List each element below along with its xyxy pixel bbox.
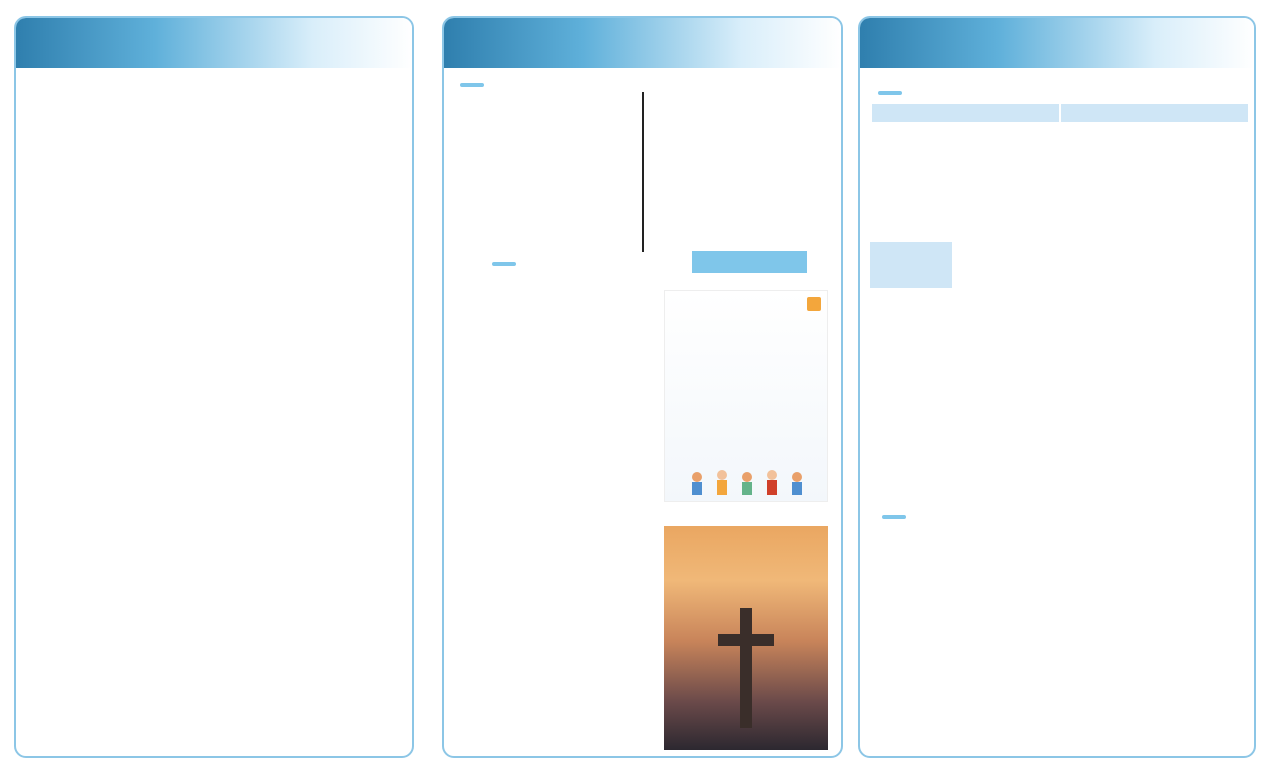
fri-header <box>871 103 1060 123</box>
duty-pill <box>878 80 902 99</box>
hot-news-label <box>692 251 807 273</box>
duty-table <box>870 102 1250 123</box>
meetings-banner <box>444 18 841 68</box>
poster-church-top <box>664 508 828 526</box>
pastoral-column-panel <box>14 16 414 758</box>
sun-header <box>1060 103 1249 123</box>
divider <box>642 92 644 252</box>
clean-church-poster <box>664 290 828 502</box>
prayer-pill <box>882 504 906 523</box>
poster-logo-icon <box>807 297 821 311</box>
service-banner <box>860 18 1254 68</box>
poster-people-illustration <box>677 467 817 497</box>
service-prayer-panel <box>858 16 1256 758</box>
pastoral-column-banner <box>16 18 412 68</box>
offering-label <box>870 242 952 288</box>
dawn-service-poster <box>664 508 828 750</box>
cross-icon <box>714 608 778 728</box>
soon-pill <box>492 251 516 270</box>
meeting-pill <box>460 72 484 91</box>
meetings-panel <box>442 16 843 758</box>
